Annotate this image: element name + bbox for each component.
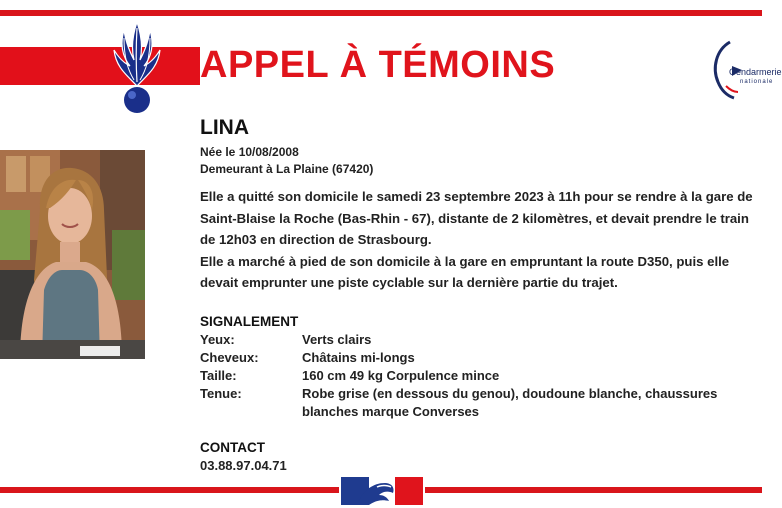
contact-phone: 03.88.97.04.71 (200, 458, 287, 473)
title-red-band (0, 47, 200, 85)
description-paragraph-1: Elle a quitté son domicile le samedi 23 septembre 2023 à 11h pour se rendre à la gare de Saint-Blaise la Roche (Bas-Rhin - 67), distante de 2 kilomètres, et devait prendre le train de 12h03 en direction de Strasbourg. (200, 189, 753, 247)
logo-text: Gendarmerie (729, 67, 782, 77)
signalement-value: Châtains mi-longs (302, 350, 415, 365)
signalement-label: Taille: (200, 368, 237, 383)
signalement-value: Verts clairs (302, 332, 372, 347)
signalement-value: Robe grise (en dessous du genou), doudoune blanche, chaussures blanches marque Converses (302, 386, 718, 419)
page-title: APPEL À TÉMOINS (200, 44, 556, 86)
marianne-flag-icon (339, 475, 425, 507)
signalement-value: 160 cm 49 kg Corpulence mince (302, 368, 500, 383)
gendarmerie-grenade-icon (106, 16, 168, 116)
description (200, 186, 760, 294)
residence: Demeurant à La Plaine (67420) (200, 162, 374, 176)
signalement-label: Yeux: (200, 332, 235, 347)
description-paragraph-2: Elle a marché à pied de son domicile à la gare en empruntant la route D350, puis elle devait emprunter une piste cyclable sur la dernière partie du trajet. (200, 253, 730, 290)
signalement-label: Tenue: (200, 386, 242, 401)
contact-heading: CONTACT (200, 440, 265, 455)
logo-subtext: nationale (740, 79, 774, 85)
birth-date: Née le 10/08/2008 (200, 145, 299, 159)
signalement-label: Cheveux: (200, 350, 259, 365)
signalement-heading: SIGNALEMENT (200, 314, 299, 329)
person-name: LINA (200, 116, 249, 139)
missing-person-photo (0, 150, 145, 359)
